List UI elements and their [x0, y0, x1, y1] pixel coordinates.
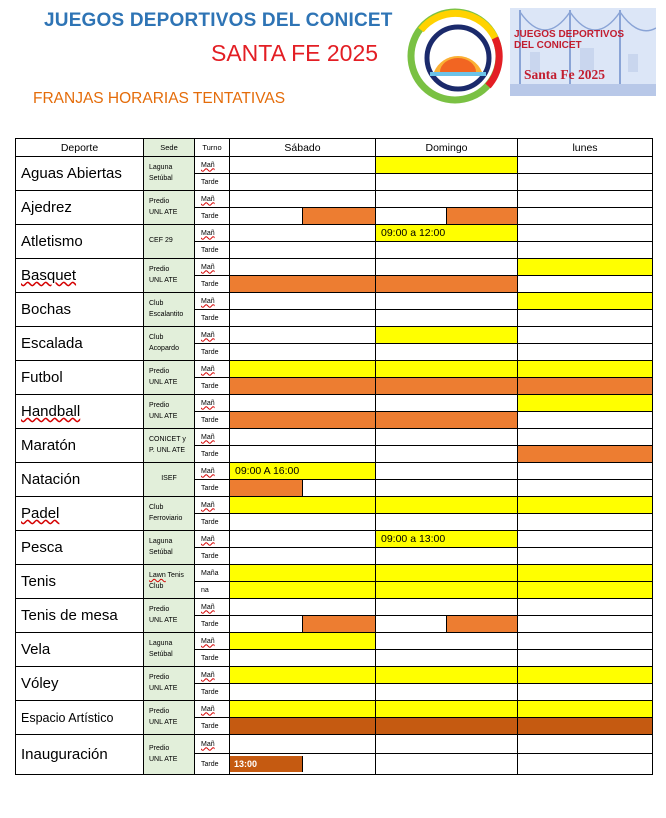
- slot-lunes-tarde: [518, 310, 653, 327]
- slot-domingo-tarde: [376, 480, 518, 497]
- table-row: [16, 191, 653, 208]
- deporte-name: Tenis: [16, 565, 144, 599]
- page-subtitle: SANTA FE 2025: [211, 40, 379, 66]
- slot-time: 09:00 a 13:00: [381, 533, 446, 545]
- half-slot: [230, 756, 302, 772]
- slot-sabado-tarde: [230, 548, 376, 565]
- slot-sabado-tarde: [230, 446, 376, 463]
- slot-lunes-tarde: [518, 684, 653, 701]
- games-logo-icon: [400, 8, 510, 104]
- deporte-name: Tenis de mesa: [16, 599, 144, 633]
- turno-tarde: Tarde: [195, 276, 230, 293]
- table-row: [16, 531, 653, 548]
- slot-domingo-tarde: [376, 446, 518, 463]
- slot-sabado-tarde: [230, 514, 376, 531]
- slot-domingo-tarde: [376, 754, 518, 775]
- deporte-name: Basquet: [16, 259, 144, 293]
- table-row: [16, 667, 653, 684]
- slot-domingo-manana: [376, 633, 518, 650]
- turno-tarde: Tarde: [195, 480, 230, 497]
- slot-domingo-manana: [376, 157, 518, 174]
- half-slot: [376, 616, 446, 632]
- sede-name: Predio UNL ATE: [144, 395, 195, 429]
- slot-domingo-manana: [376, 225, 518, 242]
- sede-name: Laguna Setúbal: [144, 633, 195, 667]
- slot-sabado-manana: [230, 259, 376, 276]
- turno-manana: Mañ: [195, 667, 230, 684]
- sede-name: Predio UNL ATE: [144, 191, 195, 225]
- slot-domingo-tarde: [376, 242, 518, 259]
- deporte-name: Maratón: [16, 429, 144, 463]
- turno-tarde: Tarde: [195, 174, 230, 191]
- turno-tarde: na: [195, 582, 230, 599]
- deporte-name: Inauguración: [16, 735, 144, 775]
- turno-manana: Mañ: [195, 157, 230, 174]
- slot-lunes-tarde: [518, 754, 653, 775]
- sede-name: Predio UNL ATE: [144, 599, 195, 633]
- sede-name: Predio UNL ATE: [144, 361, 195, 395]
- turno-manana: Mañ: [195, 225, 230, 242]
- slot-domingo-manana: [376, 395, 518, 412]
- slot-sabado-manana: [230, 633, 376, 650]
- turno-tarde: Tarde: [195, 344, 230, 361]
- slot-lunes-manana: [518, 293, 653, 310]
- half-slot: [446, 616, 517, 632]
- slot-domingo-tarde: [376, 344, 518, 361]
- slot-sabado-tarde: [230, 344, 376, 361]
- slot-sabado-tarde: [230, 310, 376, 327]
- col-header-lunes: lunes: [518, 139, 653, 157]
- poster-city: Santa Fe 2025: [524, 67, 605, 82]
- half-slot: [302, 208, 375, 224]
- poster-title-line2: DEL CONICET: [514, 40, 582, 51]
- slot-sabado-manana: [230, 429, 376, 446]
- sede-name: Predio UNL ATE: [144, 701, 195, 735]
- slot-time: 13:00: [234, 759, 258, 769]
- table-row: [16, 327, 653, 344]
- slot-domingo-manana: [376, 735, 518, 754]
- turno-manana: Mañ: [195, 701, 230, 718]
- slot-sabado-tarde: [230, 480, 376, 497]
- deporte-name: Escalada: [16, 327, 144, 361]
- slot-sabado-tarde: [230, 754, 376, 775]
- page-title: JUEGOS DEPORTIVOS DEL CONICET: [44, 10, 393, 31]
- table-row: [16, 361, 653, 378]
- slot-domingo-manana: [376, 497, 518, 514]
- slot-domingo-tarde: [376, 718, 518, 735]
- slot-sabado-manana: [230, 531, 376, 548]
- slot-lunes-manana: [518, 497, 653, 514]
- slot-lunes-manana: [518, 633, 653, 650]
- turno-tarde: Tarde: [195, 242, 230, 259]
- table-row: [16, 497, 653, 514]
- slot-domingo-tarde: [376, 378, 518, 395]
- slot-domingo-manana: [376, 259, 518, 276]
- slot-lunes-tarde: [518, 378, 653, 395]
- slot-time: 09:00 a 12:00: [381, 227, 446, 239]
- table-row: [16, 565, 653, 582]
- sede-name: Predio UNL ATE: [144, 667, 195, 701]
- slot-sabado-manana: [230, 463, 376, 480]
- half-slot: [376, 208, 446, 224]
- slot-sabado-manana: [230, 395, 376, 412]
- slot-lunes-tarde: [518, 174, 653, 191]
- slot-sabado-manana: [230, 225, 376, 242]
- table-row: [16, 735, 653, 754]
- slot-lunes-tarde: [518, 616, 653, 633]
- slot-sabado-tarde: [230, 208, 376, 225]
- slot-domingo-manana: [376, 565, 518, 582]
- turno-tarde: Tarde: [195, 718, 230, 735]
- half-slot: [230, 616, 302, 632]
- slot-sabado-manana: [230, 599, 376, 616]
- table-row: [16, 293, 653, 310]
- slot-domingo-tarde: [376, 548, 518, 565]
- slot-domingo-manana: [376, 531, 518, 548]
- slot-sabado-manana: [230, 735, 376, 754]
- turno-manana: Mañ: [195, 259, 230, 276]
- slot-sabado-tarde: [230, 684, 376, 701]
- poster-title-line1: JUEGOS DEPORTIVOS: [514, 29, 625, 40]
- slot-domingo-manana: [376, 429, 518, 446]
- turno-tarde: Tarde: [195, 208, 230, 225]
- sede-name: Laguna Setúbal: [144, 531, 195, 565]
- slot-lunes-tarde: [518, 480, 653, 497]
- slot-domingo-tarde: [376, 514, 518, 531]
- sede-name: ISEF: [144, 463, 195, 497]
- table-row: [16, 395, 653, 412]
- turno-manana: Mañ: [195, 735, 230, 754]
- slot-sabado-manana: [230, 497, 376, 514]
- slot-lunes-manana: [518, 157, 653, 174]
- slot-sabado-tarde: [230, 582, 376, 599]
- slot-domingo-tarde: [376, 684, 518, 701]
- slot-sabado-tarde: [230, 718, 376, 735]
- deporte-name: Handball: [16, 395, 144, 429]
- slot-lunes-manana: [518, 565, 653, 582]
- turno-manana: Mañ: [195, 395, 230, 412]
- slot-sabado-manana: [230, 565, 376, 582]
- slot-sabado-manana: [230, 157, 376, 174]
- turno-manana: Mañ: [195, 191, 230, 208]
- slot-domingo-tarde: [376, 208, 518, 225]
- slot-sabado-tarde: [230, 650, 376, 667]
- slot-lunes-tarde: [518, 208, 653, 225]
- turno-tarde: Tarde: [195, 412, 230, 429]
- slot-lunes-manana: [518, 395, 653, 412]
- half-slot: [230, 480, 302, 496]
- turno-tarde: Tarde: [195, 684, 230, 701]
- slot-lunes-manana: [518, 191, 653, 208]
- slot-domingo-manana: [376, 599, 518, 616]
- turno-tarde: Tarde: [195, 650, 230, 667]
- turno-tarde: Tarde: [195, 548, 230, 565]
- slot-domingo-tarde: [376, 174, 518, 191]
- turno-manana: Mañ: [195, 497, 230, 514]
- table-row: [16, 701, 653, 718]
- slot-sabado-manana: [230, 701, 376, 718]
- half-slot: [302, 756, 375, 772]
- table-row: [16, 429, 653, 446]
- slot-lunes-tarde: [518, 242, 653, 259]
- turno-tarde: Tarde: [195, 310, 230, 327]
- slot-lunes-manana: [518, 327, 653, 344]
- slot-domingo-tarde: [376, 650, 518, 667]
- half-slot: [302, 480, 375, 496]
- half-slot: [302, 616, 375, 632]
- slot-lunes-manana: [518, 259, 653, 276]
- slot-lunes-tarde: [518, 548, 653, 565]
- turno-manana: Mañ: [195, 531, 230, 548]
- deporte-name: Pesca: [16, 531, 144, 565]
- slot-lunes-manana: [518, 361, 653, 378]
- slot-time: 09:00 A 16:00: [235, 465, 300, 477]
- event-poster: [510, 8, 656, 96]
- slot-domingo-tarde: [376, 310, 518, 327]
- slot-domingo-tarde: [376, 412, 518, 429]
- deporte-name: Bochas: [16, 293, 144, 327]
- turno-tarde: Tarde: [195, 378, 230, 395]
- slot-domingo-manana: [376, 191, 518, 208]
- sede-name: Club Ferroviario: [144, 497, 195, 531]
- slot-sabado-tarde: [230, 378, 376, 395]
- slot-lunes-tarde: [518, 412, 653, 429]
- turno-manana: Mañ: [195, 361, 230, 378]
- slot-sabado-tarde: [230, 242, 376, 259]
- slot-sabado-manana: [230, 191, 376, 208]
- half-slot: [230, 208, 302, 224]
- slot-sabado-tarde: [230, 412, 376, 429]
- slot-lunes-tarde: [518, 344, 653, 361]
- table-row: [16, 225, 653, 242]
- turno-manana: Maña: [195, 565, 230, 582]
- slot-lunes-tarde: [518, 446, 653, 463]
- slot-sabado-tarde: [230, 616, 376, 633]
- slot-domingo-tarde: [376, 616, 518, 633]
- sede-name: Club Acopardo: [144, 327, 195, 361]
- deporte-name: Vóley: [16, 667, 144, 701]
- slot-domingo-manana: [376, 361, 518, 378]
- deporte-name: Aguas Abiertas: [16, 157, 144, 191]
- slot-lunes-tarde: [518, 582, 653, 599]
- turno-tarde: Tarde: [195, 514, 230, 531]
- deporte-name: Vela: [16, 633, 144, 667]
- slot-lunes-manana: [518, 463, 653, 480]
- slot-sabado-manana: [230, 361, 376, 378]
- slot-lunes-tarde: [518, 514, 653, 531]
- header-row: [16, 139, 653, 157]
- slot-sabado-tarde: [230, 174, 376, 191]
- turno-manana: Mañ: [195, 599, 230, 616]
- col-header-sabado: Sábado: [230, 139, 376, 157]
- slot-lunes-tarde: [518, 650, 653, 667]
- slot-sabado-manana: [230, 667, 376, 684]
- deporte-name: Padel: [16, 497, 144, 531]
- col-header-turno: Turno: [195, 139, 230, 157]
- turno-manana: Mañ: [195, 429, 230, 446]
- section-title: FRANJAS HORARIAS TENTATIVAS: [33, 90, 286, 107]
- deporte-name: Espacio Artístico: [16, 701, 144, 735]
- sede-name: CONICET y P. UNL ATE: [144, 429, 195, 463]
- slot-domingo-tarde: [376, 276, 518, 293]
- slot-domingo-manana: [376, 701, 518, 718]
- schedule-table: [15, 138, 653, 775]
- slot-lunes-manana: [518, 429, 653, 446]
- table-row: [16, 463, 653, 480]
- sede-name: Predio UNL ATE: [144, 259, 195, 293]
- sede-name: Club Escalantito: [144, 293, 195, 327]
- sede-name: Predio UNL ATE: [144, 735, 195, 775]
- half-slot: [446, 208, 517, 224]
- table-row: [16, 259, 653, 276]
- deporte-name: Ajedrez: [16, 191, 144, 225]
- slot-sabado-manana: [230, 327, 376, 344]
- slot-lunes-manana: [518, 667, 653, 684]
- slot-domingo-manana: [376, 293, 518, 310]
- deporte-name: Natación: [16, 463, 144, 497]
- table-row: [16, 633, 653, 650]
- turno-tarde: Tarde: [195, 446, 230, 463]
- col-header-sede: Sede: [144, 139, 195, 157]
- turno-manana: Mañ: [195, 327, 230, 344]
- col-header-domingo: Domingo: [376, 139, 518, 157]
- slot-lunes-manana: [518, 531, 653, 548]
- slot-domingo-manana: [376, 463, 518, 480]
- slot-sabado-tarde: [230, 276, 376, 293]
- slot-lunes-manana: [518, 225, 653, 242]
- slot-lunes-manana: [518, 701, 653, 718]
- slot-lunes-manana: [518, 599, 653, 616]
- slot-domingo-tarde: [376, 582, 518, 599]
- sede-name: Lawn Tenis Club: [144, 565, 195, 599]
- slot-sabado-manana: [230, 293, 376, 310]
- turno-manana: Mañ: [195, 463, 230, 480]
- table-row: [16, 599, 653, 616]
- slot-lunes-tarde: [518, 718, 653, 735]
- slot-lunes-tarde: [518, 276, 653, 293]
- deporte-name: Atletismo: [16, 225, 144, 259]
- turno-tarde: Tarde: [195, 616, 230, 633]
- sede-name: Laguna Setúbal: [144, 157, 195, 191]
- deporte-name: Futbol: [16, 361, 144, 395]
- turno-tarde: Tarde: [195, 754, 230, 775]
- turno-manana: Mañ: [195, 293, 230, 310]
- turno-manana: Mañ: [195, 633, 230, 650]
- slot-domingo-manana: [376, 327, 518, 344]
- table-row: [16, 157, 653, 174]
- slot-lunes-manana: [518, 735, 653, 754]
- sede-name: CEF 29: [144, 225, 195, 259]
- col-header-deporte: Deporte: [16, 139, 144, 157]
- slot-domingo-manana: [376, 667, 518, 684]
